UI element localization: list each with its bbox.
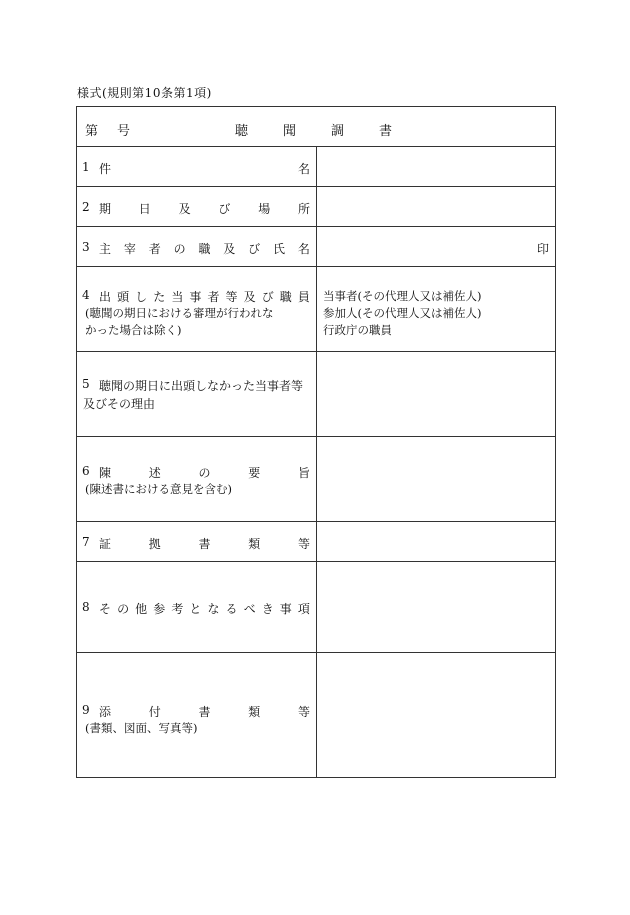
row-case-name <box>77 147 555 187</box>
label-char: 場 <box>258 202 271 216</box>
label-char: 職 <box>279 290 292 304</box>
label-char: 出 <box>99 290 112 304</box>
row-label <box>99 464 310 481</box>
row-label-cell <box>77 437 317 521</box>
label-char: た <box>153 290 166 304</box>
row-label <box>99 600 310 617</box>
label-char: る <box>225 602 238 616</box>
label-char: 及 <box>223 242 236 256</box>
label-char: 旨 <box>297 466 310 480</box>
label-char: 名 <box>297 242 310 256</box>
label-char: 等 <box>225 290 238 304</box>
label-char: 証 <box>99 537 112 551</box>
attendee-category: 行政庁の職員 <box>323 323 392 337</box>
label-char: 陳 <box>99 466 112 480</box>
label-char: 氏 <box>273 242 286 256</box>
row-note <box>85 305 274 339</box>
label-char: び <box>261 290 274 304</box>
label-char: な <box>207 602 220 616</box>
row-date-place <box>77 187 555 227</box>
label-char: の <box>173 242 186 256</box>
title-char: 書 <box>379 124 393 139</box>
label-line: 聴聞の期日に出頭しなかった当事者等 <box>99 379 304 393</box>
form-title <box>235 120 427 139</box>
label-char: 件 <box>99 162 112 176</box>
row-label-cell <box>77 147 317 186</box>
note-line: (聴聞の期日における審理が行われな <box>85 306 274 320</box>
row-statement-summary <box>77 437 555 522</box>
row-value-cell[interactable] <box>317 562 555 652</box>
row-value-cell[interactable] <box>317 352 555 436</box>
label-char: 日 <box>138 202 151 216</box>
note-line: (書類、図面、写真等) <box>85 721 198 735</box>
label-char: 書 <box>198 537 211 551</box>
label-char: の <box>117 602 130 616</box>
row-absentees <box>77 352 555 437</box>
label-char: 添 <box>99 705 112 719</box>
row-value-cell[interactable] <box>317 187 555 226</box>
row-label <box>99 288 310 305</box>
seal-mark: 印 <box>536 242 549 256</box>
label-char: 考 <box>171 602 184 616</box>
row-attachments <box>77 653 555 778</box>
row-label <box>99 535 310 552</box>
row-value-cell[interactable] <box>317 522 555 561</box>
label-char: き <box>261 602 274 616</box>
row-label <box>99 160 310 177</box>
label-char: 要 <box>248 466 261 480</box>
row-value-cell[interactable] <box>317 227 555 266</box>
attendee-category: 当事者(その代理人又は補佐人) <box>323 289 482 303</box>
label-char: と <box>189 602 202 616</box>
row-label-cell <box>77 653 317 778</box>
title-row <box>77 107 555 147</box>
row-label <box>99 703 310 720</box>
label-char: 及 <box>178 202 191 216</box>
label-char: 書 <box>198 705 211 719</box>
row-label-cell <box>77 352 317 436</box>
label-char: 拠 <box>148 537 161 551</box>
attendee-categories <box>323 288 481 339</box>
attendee-category: 参加人(その代理人又は補佐人) <box>323 306 482 320</box>
note-line: かった場合は除く) <box>85 323 182 337</box>
row-number: 2 <box>82 200 90 214</box>
label-char: 当 <box>171 290 184 304</box>
row-attendees <box>77 267 555 352</box>
label-char: 期 <box>99 202 112 216</box>
title-char: 聞 <box>283 124 297 139</box>
label-char: 者 <box>148 242 161 256</box>
label-char: 事 <box>279 602 292 616</box>
number-prefix: 第 <box>85 124 99 139</box>
row-number: 5 <box>82 377 90 391</box>
row-value-cell[interactable] <box>317 437 555 521</box>
row-note <box>85 720 197 737</box>
row-label-cell <box>77 227 317 266</box>
row-presiding-officer <box>77 227 555 267</box>
title-char: 調 <box>331 124 345 139</box>
row-label <box>99 200 310 217</box>
label-char: 頭 <box>117 290 130 304</box>
row-other-references <box>77 562 555 653</box>
label-char: び <box>218 202 231 216</box>
row-number: 7 <box>82 535 90 549</box>
row-number: 9 <box>82 703 90 717</box>
row-label-cell <box>77 522 317 561</box>
label-char: 事 <box>189 290 202 304</box>
row-label-cell <box>77 267 317 351</box>
row-number: 8 <box>82 600 90 614</box>
label-char: 員 <box>297 290 310 304</box>
label-char: 所 <box>297 202 310 216</box>
form-label: 様式(規則第10条第1項) <box>77 86 212 100</box>
label-line: 及びその理由 <box>83 397 156 411</box>
label-char: 者 <box>207 290 220 304</box>
row-number: 6 <box>82 464 90 478</box>
label-char: 名 <box>297 162 310 176</box>
row-value-cell[interactable] <box>317 653 555 778</box>
note-line: (陳述書における意見を含む) <box>85 482 232 496</box>
label-char: 他 <box>135 602 148 616</box>
row-value-cell[interactable] <box>317 267 555 351</box>
label-char: の <box>198 466 211 480</box>
title-char: 聴 <box>235 124 249 139</box>
label-char: 職 <box>198 242 211 256</box>
label-char: 宰 <box>123 242 136 256</box>
label-char: 項 <box>297 602 310 616</box>
label-char: 類 <box>248 705 261 719</box>
label-char: べ <box>243 602 256 616</box>
number-suffix: 号 <box>117 124 131 139</box>
hearing-record-form <box>76 106 556 778</box>
row-number: 4 <box>82 288 90 302</box>
row-label-cell <box>77 187 317 226</box>
label-char: 類 <box>248 537 261 551</box>
row-value-cell[interactable] <box>317 147 555 186</box>
row-note <box>85 481 232 498</box>
row-number: 3 <box>82 240 90 254</box>
row-number: 1 <box>82 160 90 174</box>
label-char: 等 <box>297 705 310 719</box>
label-char: し <box>135 290 148 304</box>
row-label-cell <box>77 562 317 652</box>
label-char: 及 <box>243 290 256 304</box>
label-char: 参 <box>153 602 166 616</box>
label-char: 等 <box>297 537 310 551</box>
label-char: 主 <box>99 242 112 256</box>
row-label <box>83 377 310 413</box>
label-char: 述 <box>148 466 161 480</box>
row-label <box>99 240 310 257</box>
label-char: び <box>248 242 261 256</box>
label-char: 付 <box>148 705 161 719</box>
row-evidence <box>77 522 555 562</box>
label-char: そ <box>99 602 112 616</box>
